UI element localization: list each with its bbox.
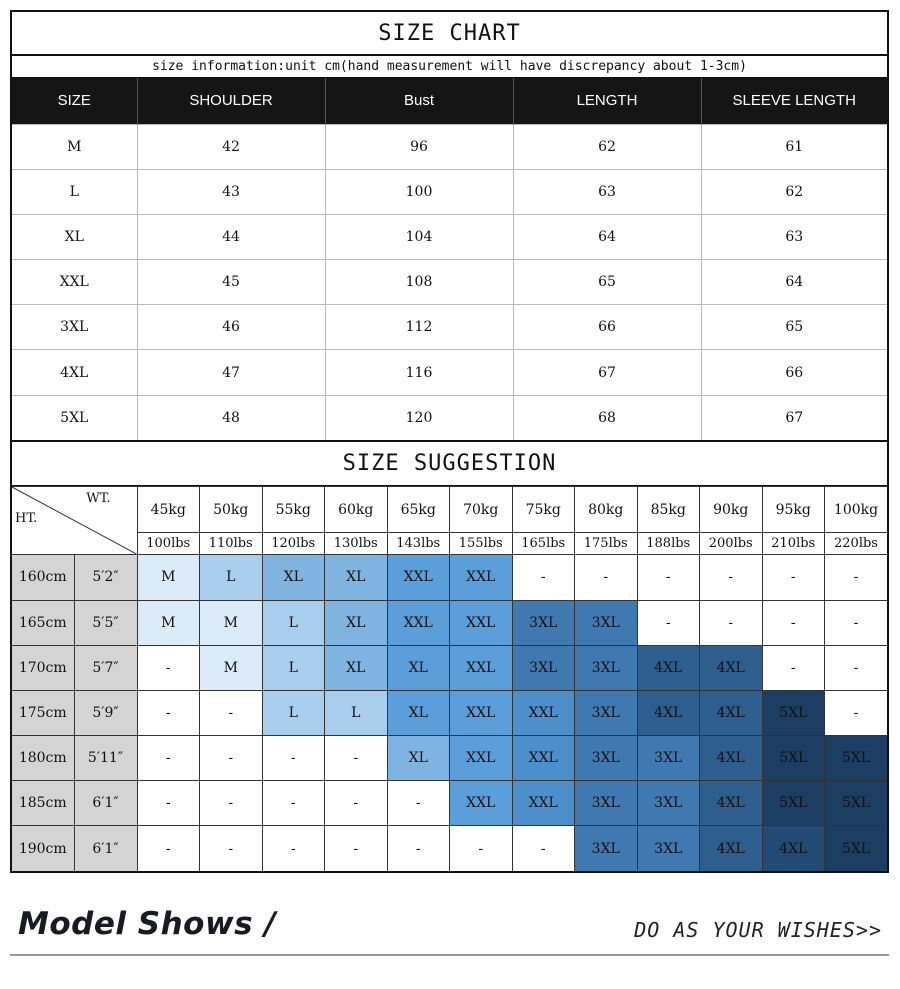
weight-lbs-header: 200lbs — [700, 533, 763, 555]
suggested-size-cell: - — [825, 690, 888, 735]
height-ft-cell: 5′7″ — [74, 645, 137, 690]
size-chart-cell: 65 — [513, 260, 701, 305]
suggested-size-cell: 4XL — [700, 826, 763, 871]
weight-kg-header: 85kg — [637, 487, 700, 533]
suggested-size-cell: 3XL — [575, 781, 638, 826]
weight-lbs-header: 120lbs — [262, 533, 325, 555]
height-cm-cell: 160cm — [12, 555, 74, 600]
height-cm-cell: 165cm — [12, 600, 74, 645]
suggested-size-cell: 3XL — [637, 781, 700, 826]
suggested-size-cell: XL — [387, 736, 450, 781]
suggested-size-cell: XXL — [450, 736, 513, 781]
size-chart-cell: 66 — [513, 305, 701, 350]
size-chart-cell: 42 — [137, 124, 325, 169]
size-chart-header-row — [12, 78, 887, 124]
suggested-size-cell: - — [512, 826, 575, 871]
weight-kg-header: 45kg — [137, 487, 200, 533]
suggested-size-cell: - — [137, 736, 200, 781]
suggested-size-cell: - — [262, 736, 325, 781]
height-ft-cell: 5′5″ — [74, 600, 137, 645]
suggested-size-cell: 3XL — [512, 600, 575, 645]
suggested-size-cell: 4XL — [637, 690, 700, 735]
suggested-size-cell: L — [262, 600, 325, 645]
suggested-size-cell: - — [262, 826, 325, 871]
suggested-size-cell: - — [700, 555, 763, 600]
size-chart-cell: 63 — [701, 214, 887, 259]
weight-lbs-header: 100lbs — [137, 533, 200, 555]
suggested-size-cell: 3XL — [575, 736, 638, 781]
height-ft-cell: 5′11″ — [74, 736, 137, 781]
suggested-size-cell: M — [137, 600, 200, 645]
suggested-size-cell: - — [387, 826, 450, 871]
size-chart-cell: 5XL — [12, 395, 137, 440]
suggested-size-cell: XXL — [450, 781, 513, 826]
suggested-size-cell: - — [700, 600, 763, 645]
size-suggestion-row — [12, 645, 887, 690]
suggested-size-cell: XL — [262, 555, 325, 600]
weight-kg-header: 65kg — [387, 487, 450, 533]
header-sleeve-length: SLEEVE LENGTH — [701, 78, 887, 124]
size-chart-row — [12, 395, 887, 440]
size-chart-cell: 62 — [513, 124, 701, 169]
size-chart-cell: 116 — [325, 350, 513, 395]
suggested-size-cell: - — [200, 736, 263, 781]
size-suggestion-title: SIZE SUGGESTION — [12, 440, 887, 486]
weight-lbs-row — [12, 533, 887, 555]
corner-wt-label: WT. — [86, 491, 111, 507]
suggested-size-cell: - — [325, 826, 388, 871]
weight-kg-header: 75kg — [512, 487, 575, 533]
suggested-size-cell: XXL — [450, 555, 513, 600]
size-chart-row — [12, 305, 887, 350]
suggested-size-cell: 3XL — [575, 690, 638, 735]
suggested-size-cell: 3XL — [637, 826, 700, 871]
size-chart-cell: 63 — [513, 169, 701, 214]
size-chart-cell: 108 — [325, 260, 513, 305]
weight-kg-header: 90kg — [700, 487, 763, 533]
size-suggestion-row — [12, 781, 887, 826]
size-chart-cell: 67 — [701, 395, 887, 440]
suggested-size-cell: - — [262, 781, 325, 826]
size-suggestion-row — [12, 736, 887, 781]
size-chart-table — [12, 78, 887, 440]
size-chart-cell: 45 — [137, 260, 325, 305]
header-size: SIZE — [12, 78, 137, 124]
suggested-size-cell: - — [762, 645, 825, 690]
size-chart-row — [12, 214, 887, 259]
height-cm-cell: 190cm — [12, 826, 74, 871]
weight-kg-header: 70kg — [450, 487, 513, 533]
suggested-size-cell: - — [825, 645, 888, 690]
suggested-size-cell: M — [200, 600, 263, 645]
height-cm-cell: 170cm — [12, 645, 74, 690]
header-bust: Bust — [325, 78, 513, 124]
model-shows-heading: Model Shows / — [18, 906, 277, 942]
suggested-size-cell: 4XL — [700, 645, 763, 690]
suggested-size-cell: L — [262, 690, 325, 735]
suggested-size-cell: 5XL — [825, 736, 888, 781]
suggested-size-cell: M — [137, 555, 200, 600]
size-chart-cell: 4XL — [12, 350, 137, 395]
suggested-size-cell: XL — [325, 555, 388, 600]
weight-lbs-header: 175lbs — [575, 533, 638, 555]
size-chart-cell: 112 — [325, 305, 513, 350]
suggested-size-cell: 3XL — [575, 600, 638, 645]
suggested-size-cell: 4XL — [700, 690, 763, 735]
size-chart-cell: 62 — [701, 169, 887, 214]
weight-lbs-header: 188lbs — [637, 533, 700, 555]
weight-kg-header: 100kg — [825, 487, 888, 533]
size-suggestion-row — [12, 826, 887, 871]
suggested-size-cell: - — [137, 826, 200, 871]
size-chart-cell: 43 — [137, 169, 325, 214]
size-suggestion-row — [12, 600, 887, 645]
suggested-size-cell: - — [637, 600, 700, 645]
suggested-size-cell: 3XL — [575, 645, 638, 690]
suggested-size-cell: 4XL — [700, 781, 763, 826]
suggested-size-cell: - — [575, 555, 638, 600]
height-ft-cell: 6′1″ — [74, 781, 137, 826]
suggested-size-cell: 5XL — [762, 781, 825, 826]
suggested-size-cell: XXL — [512, 690, 575, 735]
suggested-size-cell: - — [762, 555, 825, 600]
header-length: LENGTH — [513, 78, 701, 124]
size-chart-cell: 47 — [137, 350, 325, 395]
height-ft-cell: 5′9″ — [74, 690, 137, 735]
size-chart-cell: 96 — [325, 124, 513, 169]
suggested-size-cell: - — [825, 600, 888, 645]
size-suggestion-row — [12, 555, 887, 600]
size-chart-title: SIZE CHART — [12, 12, 887, 56]
suggested-size-cell: 5XL — [762, 736, 825, 781]
suggested-size-cell: - — [137, 781, 200, 826]
suggested-size-cell: - — [137, 645, 200, 690]
weight-kg-header: 80kg — [575, 487, 638, 533]
suggested-size-cell: - — [762, 600, 825, 645]
size-chart-cell: L — [12, 169, 137, 214]
weight-lbs-header: 130lbs — [325, 533, 388, 555]
weight-lbs-header: 110lbs — [200, 533, 263, 555]
height-ft-cell: 5′2″ — [74, 555, 137, 600]
weight-lbs-header: 210lbs — [762, 533, 825, 555]
suggested-size-cell: 4XL — [762, 826, 825, 871]
suggested-size-cell: M — [200, 645, 263, 690]
suggested-size-cell: 5XL — [762, 690, 825, 735]
size-chart-panel — [10, 10, 889, 873]
size-chart-cell: 48 — [137, 395, 325, 440]
height-ft-cell: 6′1″ — [74, 826, 137, 871]
weight-kg-row — [12, 487, 887, 533]
weight-lbs-header: 155lbs — [450, 533, 513, 555]
suggested-size-cell: 5XL — [825, 781, 888, 826]
size-chart-row — [12, 124, 887, 169]
size-chart-cell: XXL — [12, 260, 137, 305]
footer-divider — [10, 954, 889, 956]
suggested-size-cell: XL — [387, 645, 450, 690]
size-chart-cell: 3XL — [12, 305, 137, 350]
size-chart-cell: 44 — [137, 214, 325, 259]
size-chart-cell: 120 — [325, 395, 513, 440]
suggested-size-cell: - — [825, 555, 888, 600]
suggested-size-cell: XXL — [387, 600, 450, 645]
size-chart-cell: 100 — [325, 169, 513, 214]
corner-ht-label: HT. — [15, 511, 38, 527]
size-chart-row — [12, 169, 887, 214]
suggested-size-cell: L — [262, 645, 325, 690]
suggested-size-cell: - — [325, 736, 388, 781]
size-chart-cell: 68 — [513, 395, 701, 440]
size-chart-cell: 64 — [701, 260, 887, 305]
suggested-size-cell: - — [200, 781, 263, 826]
weight-kg-header: 55kg — [262, 487, 325, 533]
suggested-size-cell: L — [325, 690, 388, 735]
suggested-size-cell: 3XL — [637, 736, 700, 781]
suggested-size-cell: XXL — [512, 736, 575, 781]
suggested-size-cell: XL — [325, 645, 388, 690]
do-as-your-wishes-link[interactable]: DO AS YOUR WISHES>> — [634, 918, 882, 942]
header-shoulder: SHOULDER — [137, 78, 325, 124]
suggested-size-cell: - — [200, 690, 263, 735]
suggested-size-cell: XXL — [387, 555, 450, 600]
height-cm-cell: 185cm — [12, 781, 74, 826]
height-cm-cell: 180cm — [12, 736, 74, 781]
size-chart-cell: 46 — [137, 305, 325, 350]
size-suggestion-table — [12, 486, 887, 871]
weight-kg-header: 95kg — [762, 487, 825, 533]
suggested-size-cell: L — [200, 555, 263, 600]
suggested-size-cell: - — [637, 555, 700, 600]
size-chart-cell: XL — [12, 214, 137, 259]
suggested-size-cell: 4XL — [637, 645, 700, 690]
weight-lbs-header: 165lbs — [512, 533, 575, 555]
suggested-size-cell: XXL — [450, 600, 513, 645]
suggested-size-cell: - — [325, 781, 388, 826]
size-chart-cell: 65 — [701, 305, 887, 350]
size-chart-cell: 104 — [325, 214, 513, 259]
size-chart-row — [12, 260, 887, 305]
suggested-size-cell: XXL — [450, 645, 513, 690]
suggested-size-cell: XL — [325, 600, 388, 645]
weight-lbs-header: 220lbs — [825, 533, 888, 555]
weight-kg-header: 60kg — [325, 487, 388, 533]
suggested-size-cell: XXL — [450, 690, 513, 735]
size-chart-cell: 67 — [513, 350, 701, 395]
size-chart-cell: 66 — [701, 350, 887, 395]
suggested-size-cell: - — [387, 781, 450, 826]
suggested-size-cell: 3XL — [512, 645, 575, 690]
weight-lbs-header: 143lbs — [387, 533, 450, 555]
size-chart-row — [12, 350, 887, 395]
corner-header — [12, 487, 137, 555]
suggested-size-cell: XL — [387, 690, 450, 735]
size-chart-cell: 61 — [701, 124, 887, 169]
suggested-size-cell: 5XL — [825, 826, 888, 871]
height-cm-cell: 175cm — [12, 690, 74, 735]
suggested-size-cell: - — [200, 826, 263, 871]
suggested-size-cell: XXL — [512, 781, 575, 826]
weight-kg-header: 50kg — [200, 487, 263, 533]
suggested-size-cell: - — [137, 690, 200, 735]
size-chart-cell: 64 — [513, 214, 701, 259]
size-chart-cell: M — [12, 124, 137, 169]
size-suggestion-row — [12, 690, 887, 735]
suggested-size-cell: - — [450, 826, 513, 871]
suggested-size-cell: 3XL — [575, 826, 638, 871]
size-chart-note: size information:unit cm(hand measurement will have discrepancy about 1-3cm) — [12, 56, 887, 78]
suggested-size-cell: - — [512, 555, 575, 600]
suggested-size-cell: 4XL — [700, 736, 763, 781]
